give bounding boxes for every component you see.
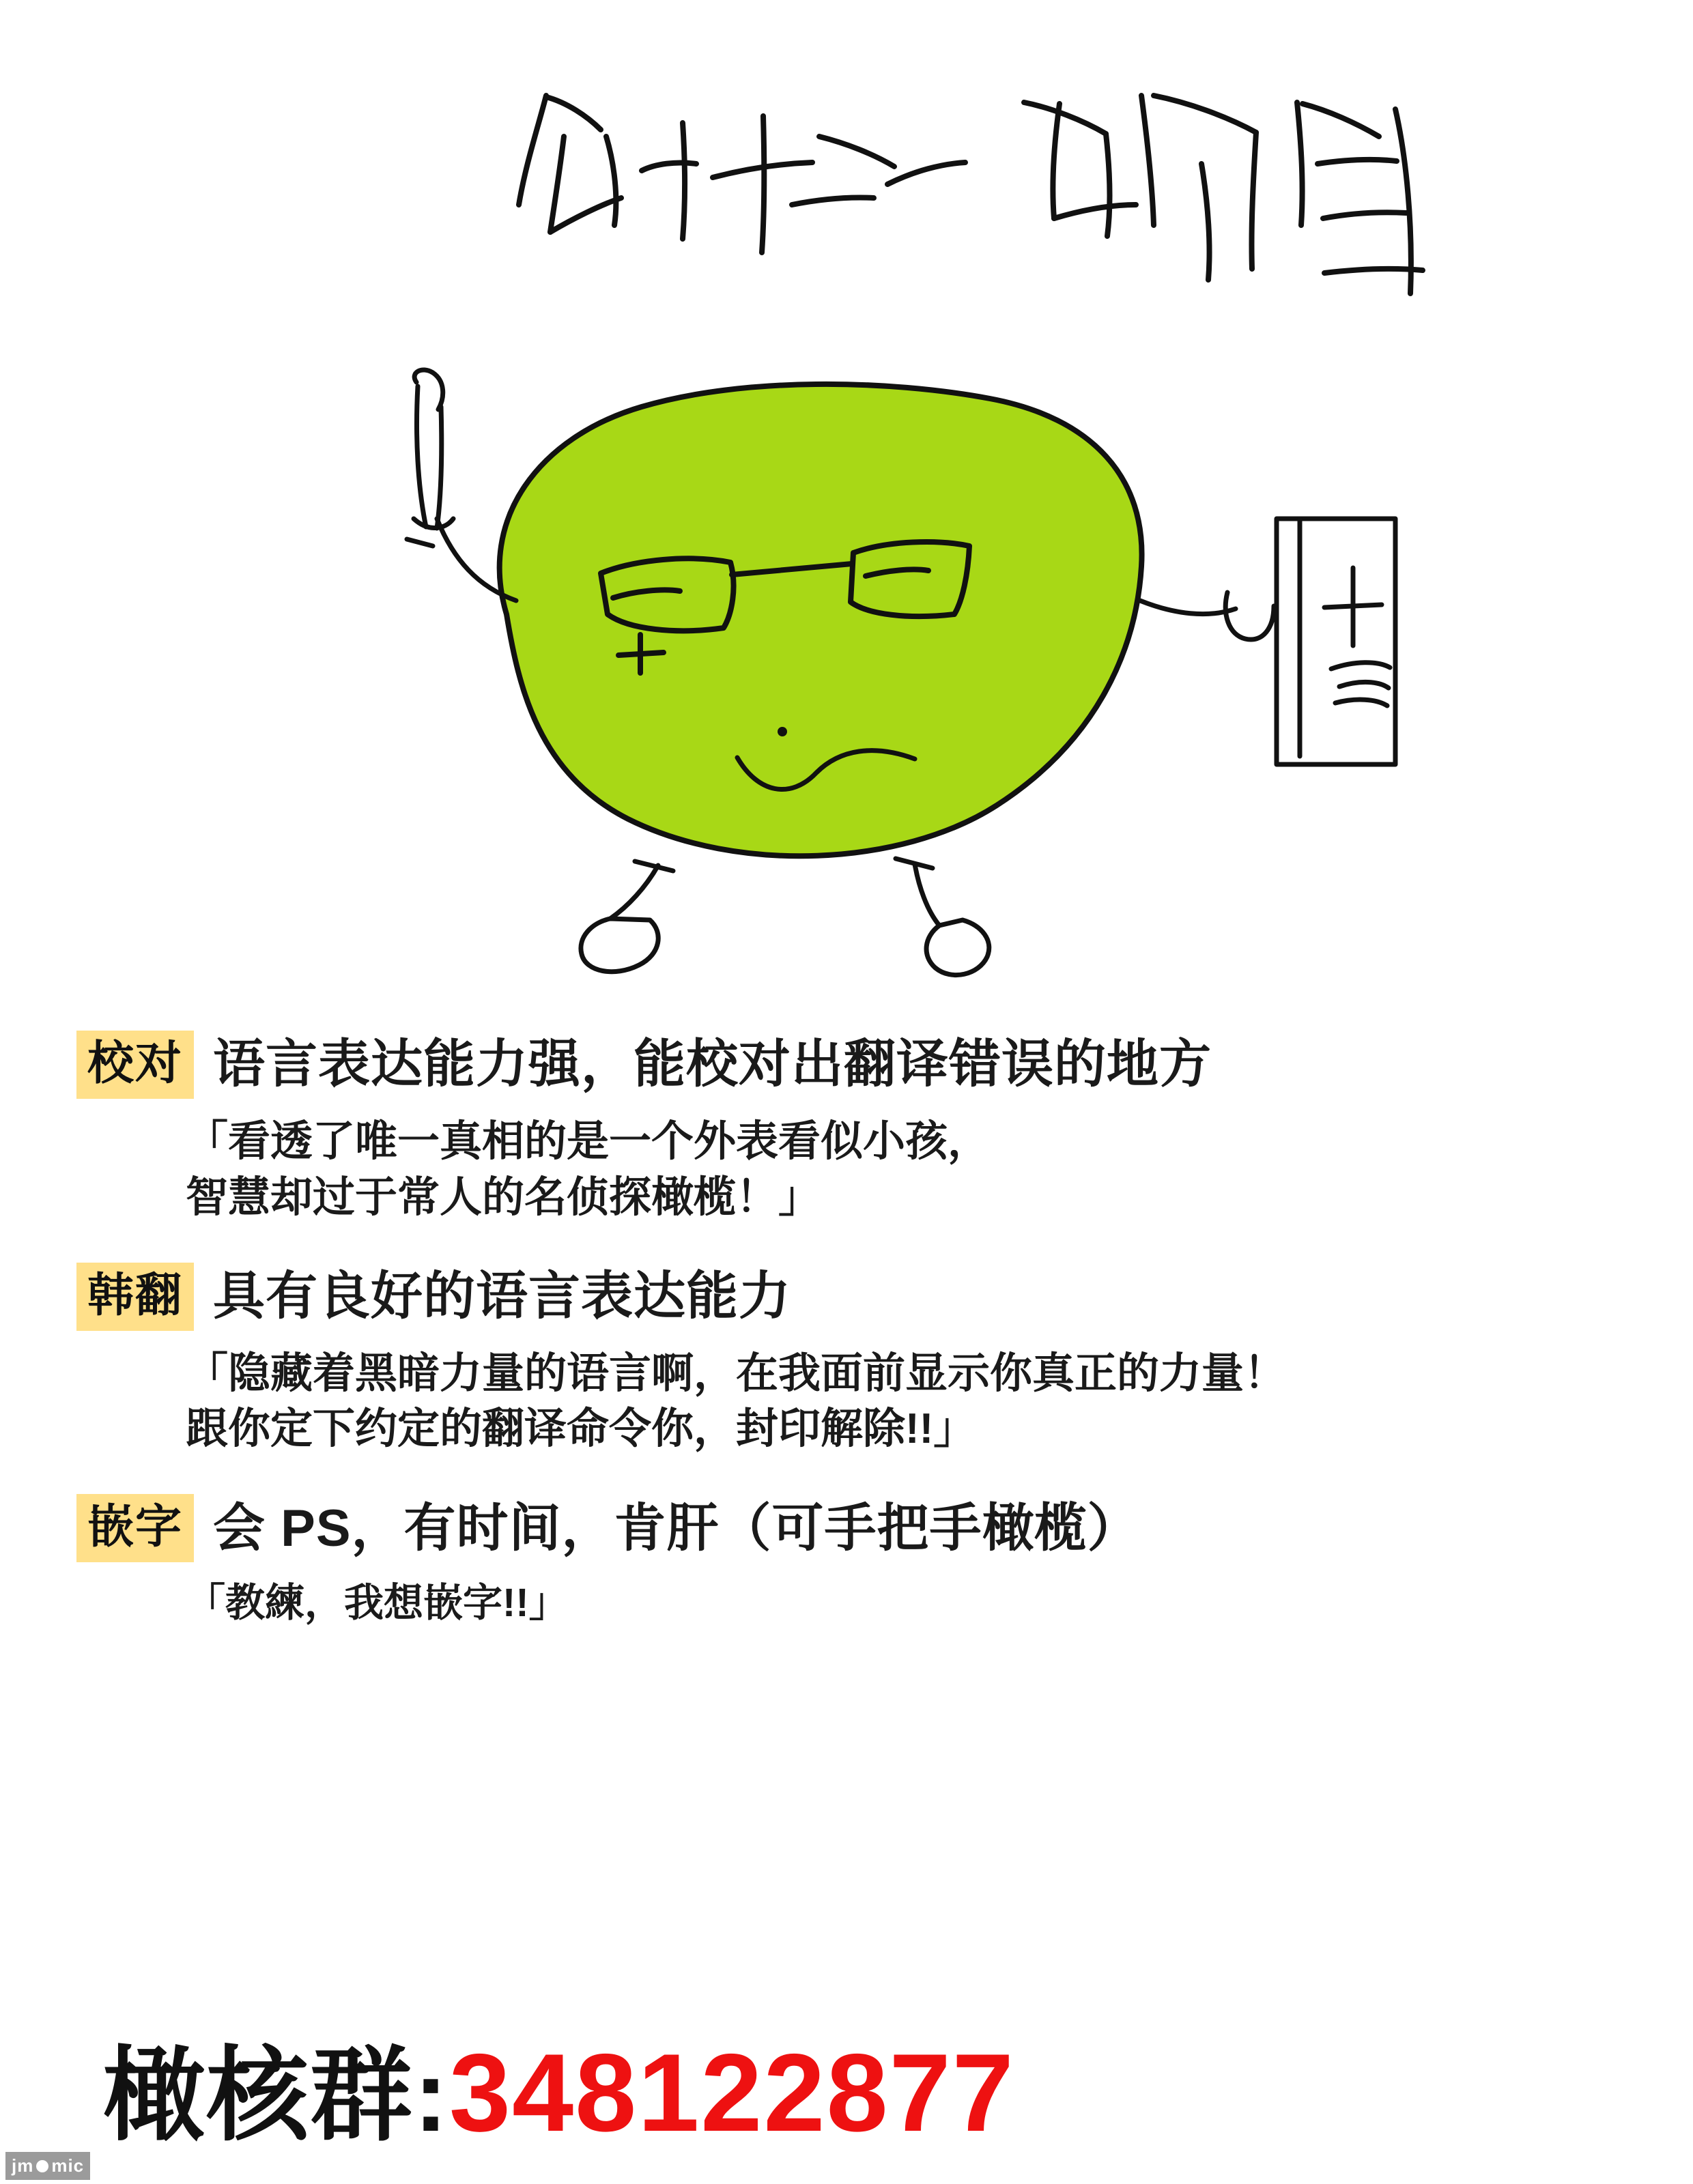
watermark-left: jm xyxy=(12,2155,34,2176)
quote-line: 智慧却过于常人的名侦探橄榄！」 xyxy=(186,1173,821,1221)
requirement-head xyxy=(0,1263,1693,1331)
right-arm-icon xyxy=(1140,601,1236,614)
watermark-dot-icon xyxy=(36,2160,48,2172)
olive-body-icon xyxy=(500,384,1142,856)
left-foot-icon xyxy=(581,919,658,972)
quote-line: 「教練，我想嵌字!!」 xyxy=(186,1581,569,1626)
right-foot-icon xyxy=(926,920,989,975)
role-quote xyxy=(0,1577,1693,1630)
handwritten-title-icon xyxy=(519,96,1423,293)
requirement-typesetting xyxy=(0,1494,1693,1630)
requirements-list xyxy=(0,1031,1693,1667)
group-id-footer xyxy=(0,2031,1693,2155)
illustration xyxy=(0,0,1693,1024)
right-leg-icon xyxy=(915,864,939,925)
role-tag: 韩翻 xyxy=(76,1263,194,1331)
group-label: 橄核群: xyxy=(102,2038,449,2153)
quote-line: 跟你定下约定的翻译命令你，封印解除!!」 xyxy=(186,1405,976,1453)
watermark xyxy=(5,2152,90,2180)
nose-icon xyxy=(778,727,787,736)
quote-line: 「隐藏着黑暗力量的语言啊，在我面前显示你真正的力量！ xyxy=(186,1349,1287,1397)
mascot-drawing xyxy=(0,0,1693,1024)
role-quote xyxy=(0,1346,1693,1458)
left-leg-icon xyxy=(610,865,658,919)
role-tag: 嵌字 xyxy=(76,1494,194,1562)
role-requirement: 具有良好的语言表达能力 xyxy=(213,1267,792,1325)
role-requirement: 语言表达能力强，能校对出翻译错误的地方 xyxy=(213,1035,1212,1094)
quote-line: 「看透了唯一真相的是一个外表看似小孩， xyxy=(186,1118,991,1165)
role-quote xyxy=(0,1114,1693,1226)
group-number: 348122877 xyxy=(449,2031,1015,2155)
role-tag: 校对 xyxy=(76,1031,194,1099)
requirement-head xyxy=(0,1494,1693,1562)
role-requirement: 会 PS，有时间，肯肝（可手把手橄榄） xyxy=(213,1499,1140,1557)
sign-board-icon xyxy=(1277,519,1395,764)
requirement-korean-translation xyxy=(0,1263,1693,1458)
watermark-right: mic xyxy=(51,2155,85,2176)
requirement-proofreading xyxy=(0,1031,1693,1226)
requirement-head xyxy=(0,1031,1693,1099)
